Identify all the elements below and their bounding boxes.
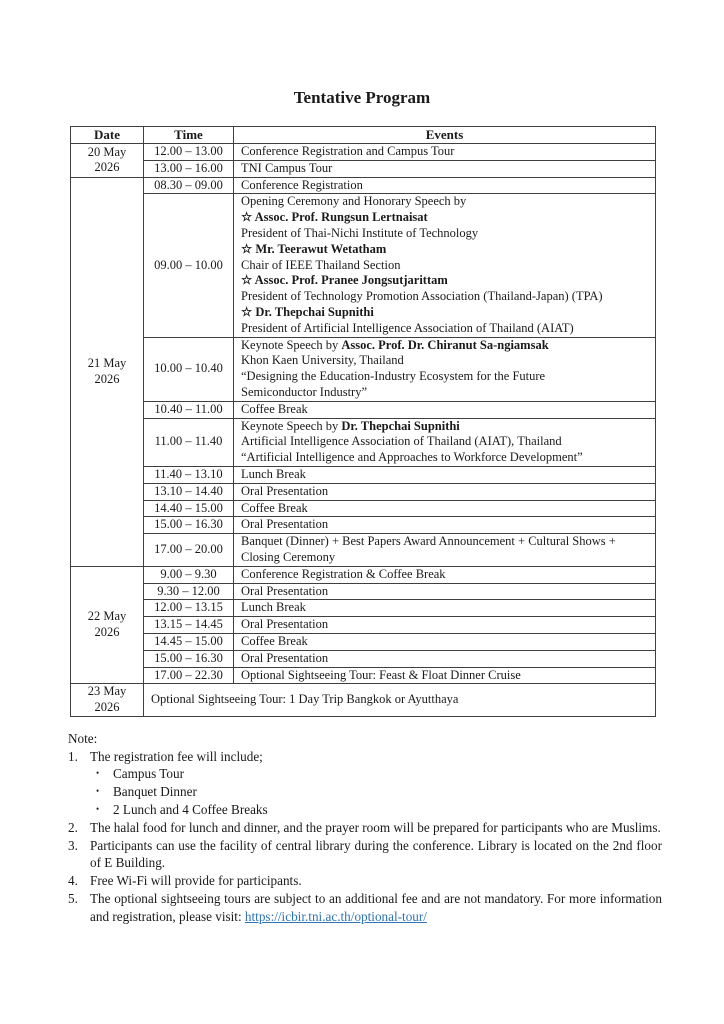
table-row: [71, 534, 656, 567]
time-cell: 14.45 – 15.00: [144, 633, 234, 650]
event-line: [241, 600, 649, 616]
time-cell: 15.00 – 16.30: [144, 650, 234, 667]
event-text: Coffee Break: [241, 401, 308, 416]
column-header-events: Events: [234, 127, 656, 144]
event-text: Lunch Break: [241, 466, 306, 481]
note-text: Participants can use the facility of central library during the conference. Library is located on the 2nd floor of E Building.: [90, 837, 662, 871]
event-text: TNI Campus Tour: [241, 160, 333, 175]
event-line: [241, 273, 649, 289]
event-cell: [234, 617, 656, 634]
bullet-text: 2 Lunch and 4 Coffee Breaks: [113, 802, 268, 818]
event-text: Optional Sightseeing Tour: Feast & Float Dinner Cruise: [241, 667, 521, 682]
table-row: [71, 483, 656, 500]
table-row: [71, 144, 656, 161]
event-line: [241, 353, 649, 369]
event-line: [241, 517, 649, 533]
bullet-item: [68, 765, 662, 783]
bullet-text: Banquet Dinner: [113, 784, 197, 800]
event-line: [241, 369, 649, 385]
event-line: [241, 210, 649, 226]
event-line: [241, 434, 649, 450]
event-text: Coffee Break: [241, 500, 308, 515]
event-line: [241, 178, 649, 194]
table-row: [71, 160, 656, 177]
time-cell: 13.15 – 14.45: [144, 617, 234, 634]
event-line: [241, 634, 649, 650]
note-text: The halal food for lunch and dinner, and the prayer room will be prepared for participants who are Muslims.: [90, 819, 661, 835]
event-line: [241, 321, 649, 337]
time-cell: 11.00 – 11.40: [144, 418, 234, 466]
event-line: [241, 242, 649, 258]
date-cell: 23 May 2026: [71, 684, 144, 717]
table-row: [71, 650, 656, 667]
event-text: Banquet (Dinner) + Best Papers Award Announcement + Cultural Shows +: [241, 534, 616, 549]
event-cell: [234, 583, 656, 600]
page-title: Tentative Program: [293, 88, 431, 107]
event-cell: [234, 160, 656, 177]
event-line: [241, 651, 649, 667]
event-line: [241, 305, 649, 321]
event-text: Conference Registration & Coffee Break: [241, 566, 446, 581]
speaker-name: ☆ Dr. Thepchai Supnithi: [241, 304, 374, 319]
note-item: [68, 890, 662, 926]
time-cell: 12.00 – 13.15: [144, 600, 234, 617]
event-text: Keynote Speech by: [241, 418, 342, 433]
program-table-body: [71, 144, 656, 717]
event-text: President of Technology Promotion Association (Thailand-Japan) (TPA): [241, 289, 603, 304]
table-row: [71, 466, 656, 483]
event-text: Opening Ceremony and Honorary Speech by: [241, 194, 467, 209]
event-line: [241, 385, 649, 401]
notes-section: [68, 730, 662, 926]
note-text: The optional sightseeing tours are subject to an additional fee and are not mandatory. For more information and registration, please visit: https://icbir.tni.ac.th/optional-tour/: [90, 891, 662, 924]
table-row: [71, 667, 656, 684]
time-cell: 17.00 – 20.00: [144, 534, 234, 567]
note-item: [68, 819, 662, 837]
table-row: [71, 177, 656, 194]
bullet-dot-icon: •: [96, 804, 100, 815]
event-line: [241, 501, 649, 517]
event-text: Chair of IEEE Thailand Section: [241, 257, 401, 272]
speaker-name: ☆ Mr. Teerawut Wetatham: [241, 241, 387, 256]
event-text: Conference Registration and Campus Tour: [241, 144, 455, 158]
time-cell: 14.40 – 15.00: [144, 500, 234, 517]
event-line: [241, 484, 649, 500]
event-cell: [234, 600, 656, 617]
time-cell: 12.00 – 13.00: [144, 144, 234, 161]
event-line: [241, 419, 649, 435]
time-cell: 9.30 – 12.00: [144, 583, 234, 600]
event-cell: [234, 194, 656, 337]
note-text: The registration fee will include;: [90, 748, 263, 764]
event-cell: [234, 177, 656, 194]
event-cell: [234, 466, 656, 483]
event-text: Oral Presentation: [241, 583, 329, 598]
event-text: Oral Presentation: [241, 517, 329, 532]
time-cell: 10.40 – 11.00: [144, 401, 234, 418]
event-line: [241, 402, 649, 418]
event-line: [241, 617, 649, 633]
table-row: [71, 684, 656, 717]
event-line: [241, 289, 649, 305]
event-line: [241, 668, 649, 684]
speaker-name: ☆ Assoc. Prof. Rungsun Lertnaisat: [241, 210, 428, 225]
time-cell: 13.00 – 16.00: [144, 160, 234, 177]
date-cell: 20 May 2026: [71, 144, 144, 178]
event-cell: [234, 418, 656, 466]
table-row: [71, 617, 656, 634]
event-cell: [234, 483, 656, 500]
speaker-name: ☆ Assoc. Prof. Pranee Jongsutjarittam: [241, 273, 448, 288]
event-line: [241, 194, 649, 210]
time-cell: 08.30 – 09.00: [144, 177, 234, 194]
note-number: 5.: [68, 891, 78, 907]
time-cell: 17.00 – 22.30: [144, 667, 234, 684]
event-line: [241, 567, 649, 583]
event-cell: [234, 633, 656, 650]
date-cell: 21 May 2026: [71, 177, 144, 566]
time-cell: 9.00 – 9.30: [144, 566, 234, 583]
note-number: 1.: [68, 748, 78, 764]
table-row: [71, 337, 656, 401]
optional-tour-link[interactable]: https://icbir.tni.ac.th/optional-tour/: [244, 908, 427, 924]
bullet-item: [68, 783, 662, 801]
note-text: Free Wi-Fi will provide for participants.: [90, 873, 302, 889]
event-line: [241, 338, 649, 354]
note-item: [68, 837, 662, 873]
event-cell: [234, 337, 656, 401]
event-line: [241, 450, 649, 466]
event-text: President of Artificial Intelligence Association of Thailand (AIAT): [241, 320, 574, 335]
time-cell: 13.10 – 14.40: [144, 483, 234, 500]
event-cell: [234, 144, 656, 161]
time-cell: 09.00 – 10.00: [144, 194, 234, 337]
event-line: [241, 161, 649, 177]
bullet-text: Campus Tour: [113, 766, 184, 782]
header-row: [71, 127, 656, 144]
event-line: [241, 467, 649, 483]
table-row: [71, 500, 656, 517]
event-text: Khon Kaen University, Thailand: [241, 353, 404, 368]
event-text: Semiconductor Industry”: [241, 384, 368, 399]
column-header-time: Time: [144, 127, 234, 144]
program-table: [70, 126, 656, 717]
event-text: Oral Presentation: [241, 483, 329, 498]
event-line: [241, 258, 649, 274]
note-number: 2.: [68, 819, 78, 835]
bullet-item: [68, 801, 662, 819]
date-cell: 22 May 2026: [71, 566, 144, 684]
time-cell: 15.00 – 16.30: [144, 517, 234, 534]
event-text: Coffee Break: [241, 633, 308, 648]
notes-list: [68, 748, 662, 926]
event-text: Oral Presentation: [241, 650, 329, 665]
event-text: President of Thai-Nichi Institute of Technology: [241, 225, 479, 240]
table-row: [71, 633, 656, 650]
program-table-header: [71, 127, 656, 144]
event-text: Artificial Intelligence Association of Thailand (AIAT), Thailand: [241, 434, 562, 449]
bullet-dot-icon: •: [96, 768, 100, 779]
event-text: Closing Ceremony: [241, 549, 336, 564]
table-row: [71, 583, 656, 600]
event-cell: [234, 667, 656, 684]
event-text: “Artificial Intelligence and Approaches to Workforce Development”: [241, 450, 583, 465]
event-text: Keynote Speech by: [241, 337, 342, 352]
event-line: [241, 550, 649, 566]
event-line: [241, 226, 649, 242]
event-cell: [234, 500, 656, 517]
event-text: Conference Registration: [241, 177, 363, 192]
event-cell: [234, 401, 656, 418]
note-item: [68, 872, 662, 890]
event-text: Lunch Break: [241, 600, 306, 615]
table-row: [71, 194, 656, 337]
notes-label: Note:: [68, 730, 98, 746]
table-row: [71, 418, 656, 466]
event-cell: [234, 517, 656, 534]
table-row: [71, 566, 656, 583]
table-row: [71, 517, 656, 534]
speaker-name: Assoc. Prof. Dr. Chiranut Sa-ngiamsak: [341, 337, 549, 352]
event-cell: [234, 650, 656, 667]
event-cell: [234, 534, 656, 567]
speaker-name: Dr. Thepchai Supnithi: [341, 418, 460, 433]
time-cell: 10.00 – 10.40: [144, 337, 234, 401]
table-row: [71, 600, 656, 617]
event-line: [241, 144, 649, 160]
time-cell: 11.40 – 13.10: [144, 466, 234, 483]
event-text: “Designing the Education-Industry Ecosystem for the Future: [241, 369, 546, 384]
note-number: 4.: [68, 873, 78, 889]
column-header-date: Date: [71, 127, 144, 144]
table-row: [71, 401, 656, 418]
note-number: 3.: [68, 837, 78, 853]
event-cell: [234, 566, 656, 583]
merged-event-cell: Optional Sightseeing Tour: 1 Day Trip Bangkok or Ayutthaya: [144, 684, 656, 717]
event-line: [241, 584, 649, 600]
event-line: [241, 534, 649, 550]
bullet-dot-icon: •: [96, 786, 100, 797]
event-text: Oral Presentation: [241, 617, 329, 632]
note-item: [68, 748, 662, 766]
